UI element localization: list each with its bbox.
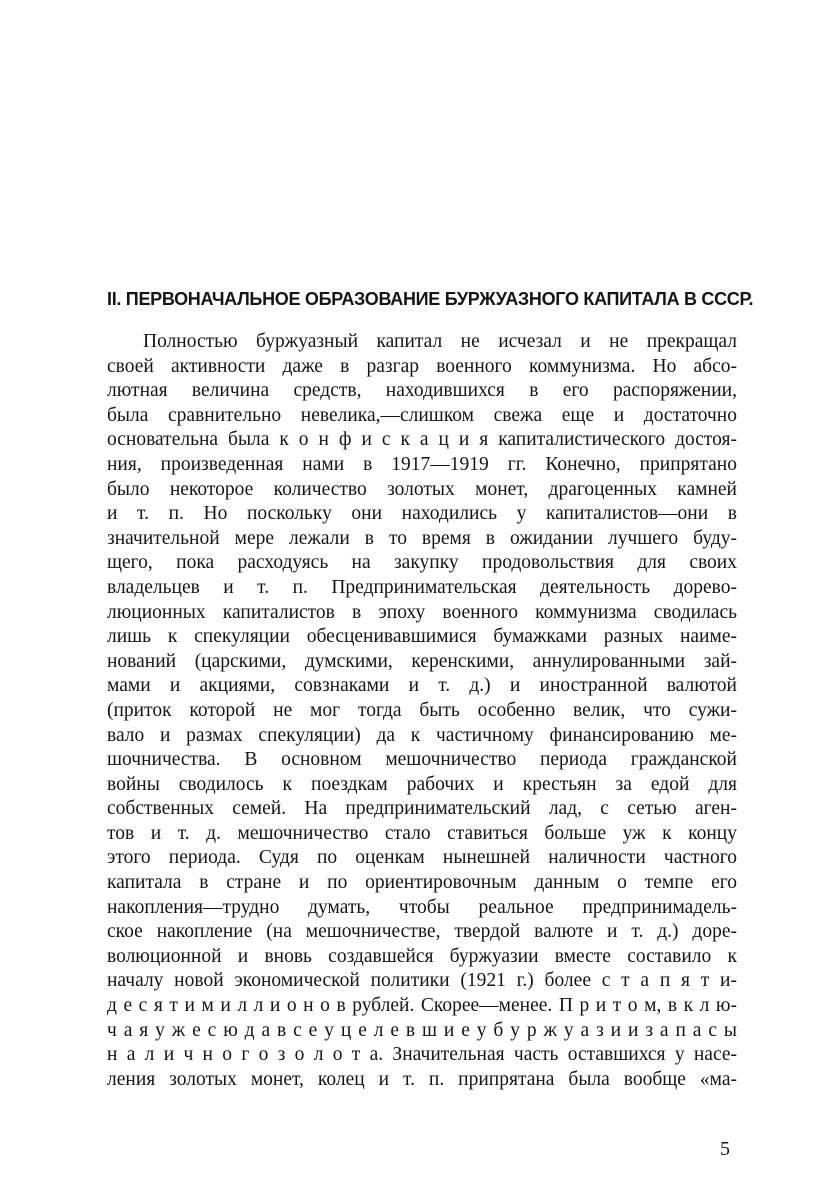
text-line: ское накопление (на мешочничестве, твердой валюте и т. д.) доре-	[107, 921, 737, 943]
text-line: лишь к спекуляции обесценивавшимися бумажками разных наиме-	[107, 626, 737, 648]
text-line: н а л и ч н о г о з о л о т а. Значительная часть оставшихся у насе-	[107, 1044, 737, 1066]
page-number: 5	[720, 1138, 730, 1160]
text-line: ния, произведенная нами в 1917—1919 гг. Конечно, припрятано	[107, 453, 737, 475]
text-line: волюционной и вновь создавшейся буржуазии вместе составило к	[107, 945, 737, 967]
text-line: (приток которой не мог тогда быть особенно велик, что сужи-	[107, 699, 737, 721]
text-line: вало и размах спекуляции) да к частичному финансированию ме-	[107, 724, 737, 746]
text-line: было некоторое количество золотых монет, драгоценных камней	[107, 478, 737, 500]
text-line: этого периода. Судя по оценкам нынешней наличности частного	[107, 847, 737, 869]
text-line: шочничества. В основном мешочничество периода гражданской	[107, 749, 737, 771]
body-paragraph	[107, 330, 737, 1092]
text-line: началу новой экономической политики (1921 г.) более с т а п я т и-	[107, 970, 737, 992]
text-line: была сравнительно невелика,—слишком свежа еще и достаточно	[107, 404, 737, 426]
text-line: Полностью буржуазный капитал не исчезал и не прекращал	[143, 331, 737, 352]
text-line: ч а я у ж е с ю д а в с е у ц е л е в ш и е у б у р ж у а з и и з а п а с ы	[107, 1019, 737, 1041]
text-line: тов и т. д. мешочничество стало ставиться больше уж к концу	[107, 822, 737, 844]
section-heading: II. ПЕРВОНАЧАЛЬНОЕ ОБРАЗОВАНИЕ БУРЖУАЗНОГО КАПИТАЛА В СССР.	[107, 289, 754, 309]
text-line: основательна была к о н ф и с к а ц и я капиталистического достоя-	[107, 429, 737, 451]
text-line: д е с я т и м и л л и о н о в рублей. Скорее—менее. П р и т о м, в к л ю-	[107, 995, 737, 1017]
text-line: нований (царскими, думскими, керенскими, аннулированными зай-	[107, 650, 737, 672]
text-line: и т. п. Но поскольку они находились у капиталистов—они в	[107, 503, 737, 525]
text-line: капитала в стране и по ориентировочным данным о темпе его	[107, 872, 737, 894]
text-line: мами и акциями, совзнаками и т. д.) и иностранной валютой	[107, 675, 737, 697]
text-line: собственных семей. На предпринимательский лад, с сетью аген-	[107, 798, 737, 820]
text-line: лютная величина средств, находившихся в его распоряжении,	[107, 380, 737, 402]
text-line: значительной мере лежали в то время в ожидании лучшего буду-	[107, 527, 737, 549]
text-line: войны сводилось к поездкам рабочих и крестьян за едой для	[107, 773, 737, 795]
text-line: ления золотых монет, колец и т. п. припрятана была вообще «ма-	[107, 1068, 737, 1090]
text-line: накопления—трудно думать, чтобы реальное предпринимадель-	[107, 896, 737, 918]
text-line: щего, пока расходуясь на закупку продовольствия для своих	[107, 552, 737, 574]
text-line: владельцев и т. п. Предпринимательская деятельность дорево-	[107, 576, 737, 598]
text-line: своей активности даже в разгар военного коммунизма. Но абсо-	[107, 355, 737, 377]
text-line: люционных капиталистов в эпоху военного коммунизма сводилась	[107, 601, 737, 623]
